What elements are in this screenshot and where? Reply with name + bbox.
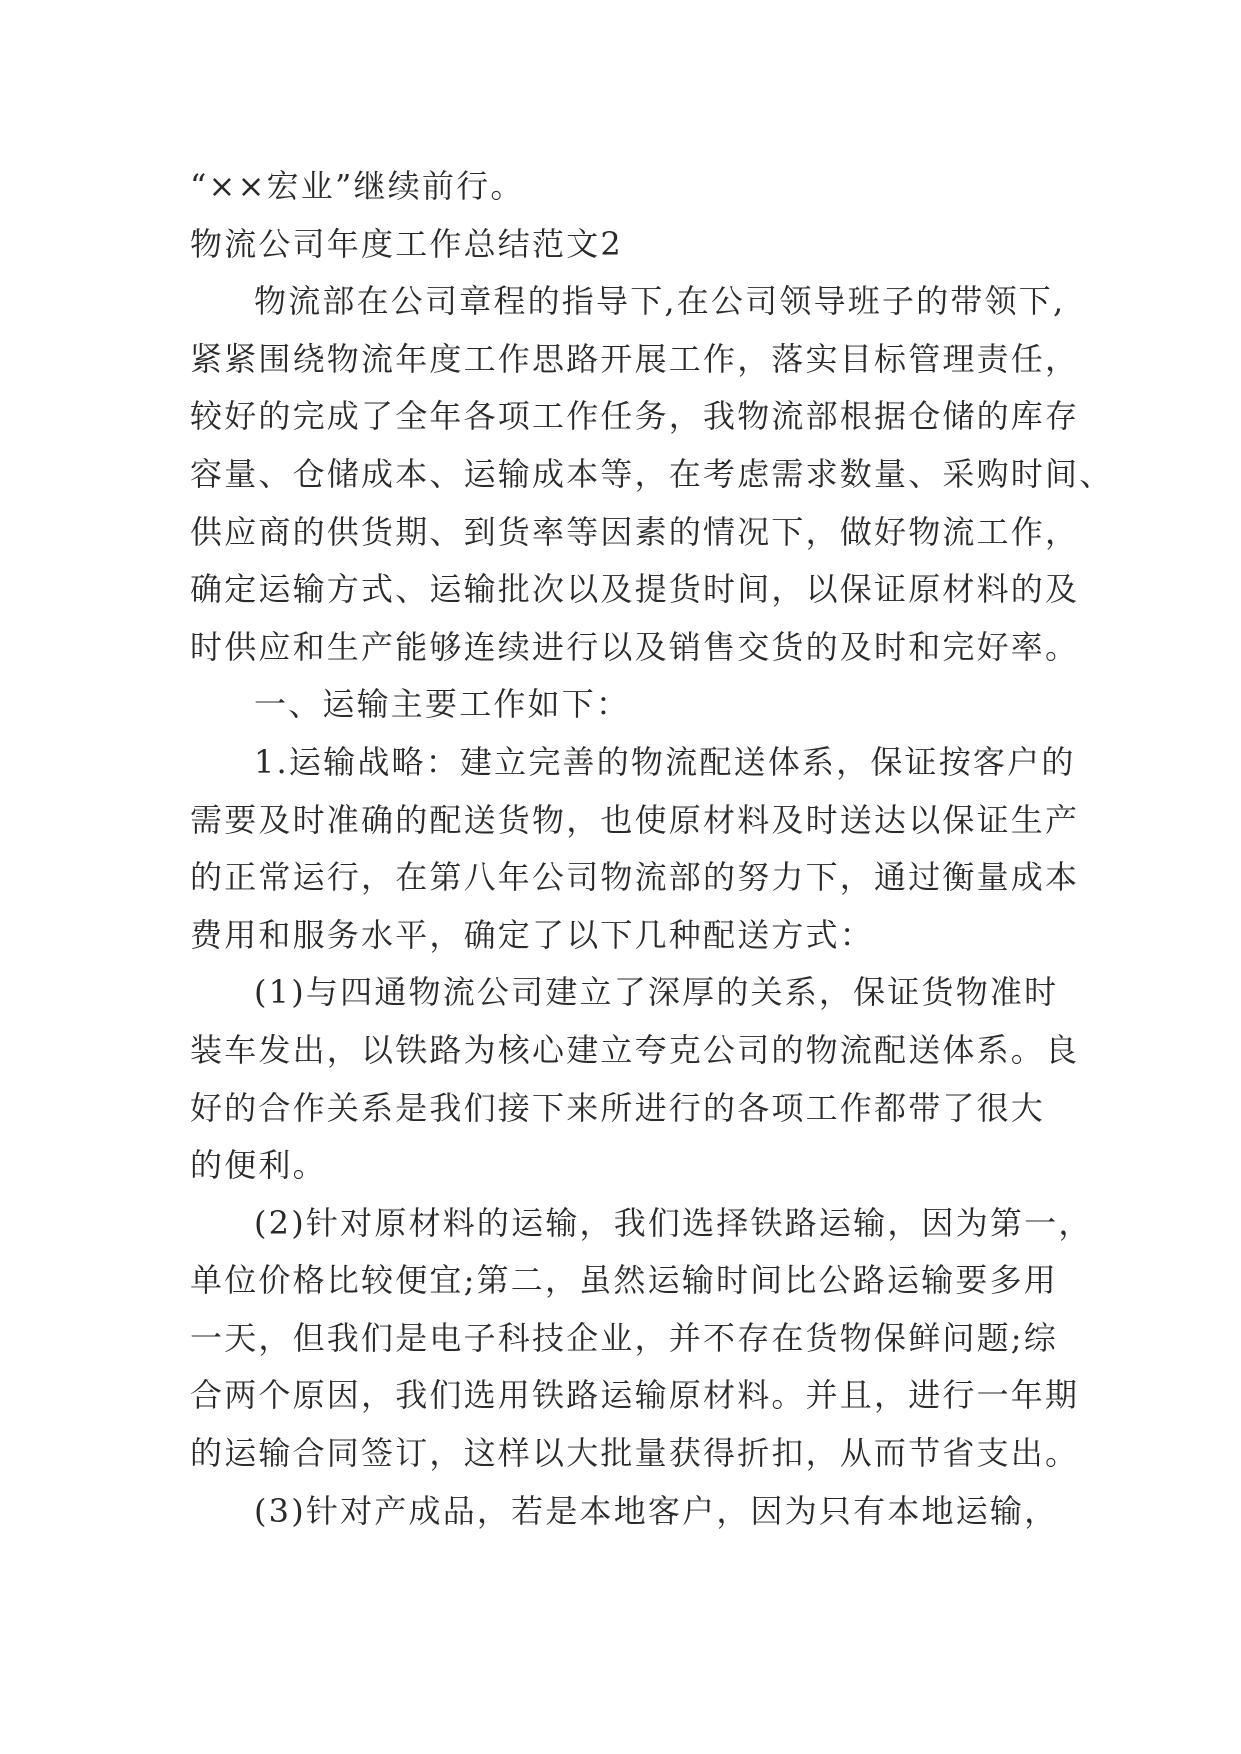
text-line: (2)针对原材料的运输，我们选择铁路运输，因为第一， bbox=[254, 1203, 1093, 1242]
text-line: 合两个原因，我们选用铁路运输原材料。并且，进行一年期 bbox=[190, 1376, 1080, 1415]
text-line: 一天，但我们是电子科技企业，并不存在货物保鲜问题;综 bbox=[190, 1318, 1058, 1357]
text-line: 好的合作关系是我们接下来所进行的各项工作都带了很大 bbox=[190, 1088, 1046, 1127]
text-line: (1)与四通物流公司建立了深厚的关系，保证货物准时 bbox=[254, 973, 1059, 1012]
text-line: 的运输合同签订，这样以大批量获得折扣，从而节省支出。 bbox=[190, 1434, 1080, 1473]
text-line: 费用和服务水平，确定了以下几种配送方式： bbox=[190, 915, 875, 954]
text-line: 的正常运行，在第八年公司物流部的努力下，通过衡量成本 bbox=[190, 858, 1080, 897]
text-line: “××宏业”继续前行。 bbox=[190, 167, 525, 205]
text-line: 物流部在公司章程的指导下,在公司领导班子的带领下, bbox=[254, 282, 1066, 321]
text-line: 紧紧围绕物流年度工作思路开展工作，落实目标管理责任， bbox=[190, 339, 1080, 378]
text-line: 容量、仓储成本、运输成本等，在考虑需求数量、采购时间、 bbox=[190, 454, 1114, 493]
text-line: 装车发出，以铁路为核心建立夸克公司的物流配送体系。良 bbox=[190, 1030, 1080, 1069]
text-line: 时供应和生产能够连续进行以及销售交货的及时和完好率。 bbox=[190, 627, 1080, 666]
text-line: 需要及时准确的配送货物，也使原材料及时送达以保证生产 bbox=[190, 800, 1080, 839]
text-line: 一、运输主要工作如下： bbox=[254, 685, 631, 724]
text-line: (3)针对产成品，若是本地客户，因为只有本地运输， bbox=[254, 1491, 1059, 1530]
document-body bbox=[190, 158, 1114, 1540]
text-line: 较好的完成了全年各项工作任务，我物流部根据仓储的库存 bbox=[190, 397, 1080, 436]
text-line: 1.运输战略：建立完善的物流配送体系，保证按客户的 bbox=[254, 742, 1076, 781]
text-line: 单位价格比较便宜;第二，虽然运输时间比公路运输要多用 bbox=[190, 1261, 1058, 1300]
text-line: 的便利。 bbox=[190, 1146, 327, 1185]
text-line: 确定运输方式、运输批次以及提货时间，以保证原材料的及 bbox=[190, 570, 1080, 609]
text-line: 供应商的供货期、到货率等因素的情况下，做好物流工作， bbox=[190, 512, 1080, 551]
text-line: 物流公司年度工作总结范文2 bbox=[190, 224, 623, 263]
